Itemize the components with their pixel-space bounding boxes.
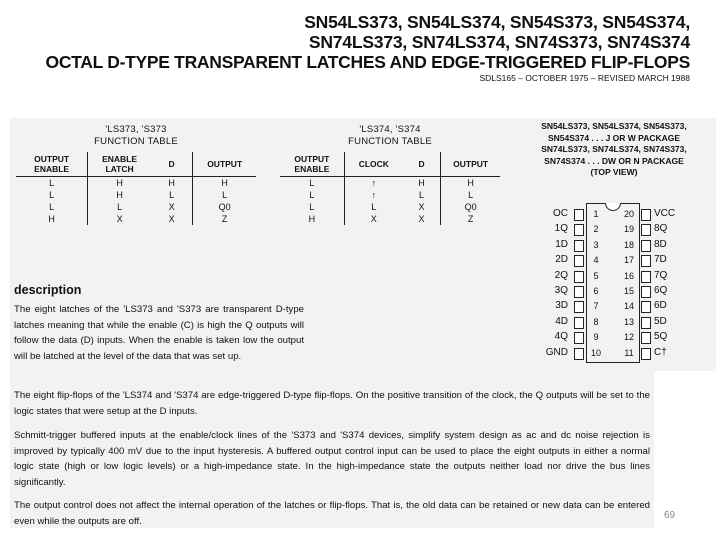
pin-number: 13 bbox=[623, 316, 634, 327]
pin-number: 5 bbox=[593, 270, 599, 281]
pin-label: 6D bbox=[654, 300, 667, 312]
table-cell: H bbox=[116, 178, 123, 188]
table-cell: L bbox=[280, 177, 344, 190]
pin-number: 4 bbox=[593, 255, 599, 266]
table-cell: ↑ bbox=[371, 178, 377, 188]
pin-label: C† bbox=[654, 346, 667, 358]
pin-lead bbox=[574, 286, 584, 298]
table-row bbox=[280, 189, 500, 201]
pin-lead bbox=[574, 348, 584, 360]
pin-number: 18 bbox=[623, 239, 634, 250]
table-cell: X bbox=[116, 214, 123, 224]
col-header-output-enable: OUTPUT ENABLE bbox=[280, 152, 344, 177]
pin-lead bbox=[574, 317, 584, 329]
table-cell: L bbox=[222, 190, 228, 200]
pin-lead bbox=[641, 348, 651, 360]
pin-lead bbox=[641, 301, 651, 313]
pin-lead bbox=[641, 240, 651, 252]
package-line-2: SN54S374 . . . J OR W PACKAGE bbox=[547, 132, 681, 143]
pin-label: GND bbox=[545, 346, 568, 358]
table-row bbox=[16, 189, 256, 201]
pin-label: 4D bbox=[555, 315, 568, 327]
function-table-373-title: 'LS373, 'S373 bbox=[105, 124, 167, 135]
pin-lead bbox=[641, 286, 651, 298]
function-table-374 bbox=[280, 124, 500, 225]
pin-number: 16 bbox=[623, 270, 634, 281]
col-header-output-enable: OUTPUT ENABLE bbox=[16, 152, 88, 177]
pin-label: 2D bbox=[555, 254, 568, 266]
pin-lead bbox=[574, 255, 584, 267]
table-row bbox=[16, 213, 256, 225]
table-cell: ↑ bbox=[371, 190, 377, 200]
pin-number: 1 bbox=[593, 209, 599, 219]
pin-number: 20 bbox=[623, 209, 634, 219]
table-cell: L bbox=[16, 177, 88, 190]
page-number: 69 bbox=[664, 510, 676, 521]
pin-label: 5D bbox=[654, 315, 667, 327]
description-paragraph-2: The eight flip-flops of the 'LS374 and 'S374 are edge-triggered D-type flip-flops. On the positive transition of the clock, the Q outputs will be set to the logic states that were setup at the D inputs. bbox=[14, 390, 650, 417]
package-header bbox=[511, 121, 717, 179]
function-table-373-subtitle: FUNCTION TABLE bbox=[94, 136, 178, 147]
pin-label: 2Q bbox=[554, 269, 568, 281]
table-cell: L bbox=[280, 189, 344, 201]
pin-label: 4Q bbox=[554, 331, 568, 343]
pin1-notch-icon bbox=[605, 203, 621, 211]
table-cell: H bbox=[16, 213, 88, 225]
pin-lead bbox=[641, 209, 651, 221]
package-line-4: SN74S374 . . . DW OR N PACKAGE bbox=[544, 155, 684, 166]
pin-number: 9 bbox=[593, 332, 599, 343]
pin-number: 10 bbox=[590, 347, 601, 358]
function-table-374-title: 'LS374, 'S374 bbox=[359, 124, 421, 135]
table-cell: X bbox=[370, 214, 377, 224]
pin-number: 2 bbox=[593, 224, 599, 235]
col-header-d: D bbox=[151, 152, 193, 177]
pin-number: 17 bbox=[623, 255, 634, 266]
table-cell: L bbox=[468, 190, 474, 200]
description-paragraph-1: The eight latches of the 'LS373 and 'S373 are transparent D-type latches meaning that while the enable (C) is high the Q outputs will follow the data (D) inputs. When the enable is taken low the output will be latched at the level of the data that was set up. bbox=[14, 304, 304, 362]
pin-lead bbox=[574, 240, 584, 252]
function-table-374-grid bbox=[280, 152, 500, 225]
table-row bbox=[280, 201, 500, 213]
pin-label: 7D bbox=[654, 254, 667, 266]
pin-number: 3 bbox=[593, 239, 599, 250]
pin-lead bbox=[641, 271, 651, 283]
table-cell: X bbox=[151, 213, 193, 225]
pin-lead bbox=[641, 332, 651, 344]
pin-label: VCC bbox=[654, 208, 676, 219]
table-cell: L bbox=[403, 189, 441, 201]
pin-number: 14 bbox=[623, 301, 634, 312]
pin-number: 12 bbox=[623, 332, 634, 343]
document-title bbox=[46, 12, 690, 84]
pin-number: 6 bbox=[593, 286, 599, 296]
pin-number: 7 bbox=[593, 301, 599, 312]
pin-lead bbox=[641, 255, 651, 267]
description-paragraph-4: The output control does not affect the internal operation of the latches or flip-flops. That is, the old data can be retained or new data can be entered even while the outputs are off. bbox=[14, 500, 650, 527]
table-cell: H bbox=[151, 177, 193, 190]
function-table-373-grid bbox=[16, 152, 256, 225]
table-cell: H bbox=[467, 178, 474, 188]
pin-label: 8Q bbox=[654, 223, 668, 235]
table-cell: Q0 bbox=[464, 202, 477, 212]
pin-label: 1Q bbox=[554, 223, 568, 235]
pin-label: 3Q bbox=[554, 285, 568, 296]
pin-label: 7Q bbox=[654, 269, 668, 281]
col-header-enable-latch: ENABLE LATCH bbox=[88, 152, 151, 177]
table-cell: L bbox=[151, 189, 193, 201]
pin-lead bbox=[574, 209, 584, 221]
table-row bbox=[16, 177, 256, 190]
pin-number: 8 bbox=[593, 316, 599, 327]
package-view-label: (TOP VIEW) bbox=[590, 167, 638, 177]
title-line-2: SN74LS373, SN74LS374, SN74S373, SN74S374 bbox=[308, 32, 690, 52]
package-line-1: SN54LS373, SN54LS374, SN54S373, bbox=[541, 121, 687, 131]
table-cell: H bbox=[280, 213, 344, 225]
pin-lead bbox=[574, 332, 584, 344]
document-revision: SDLS165 – OCTOBER 1975 – REVISED MARCH 1988 bbox=[479, 73, 690, 83]
pin-lead bbox=[574, 301, 584, 313]
table-row bbox=[280, 213, 500, 225]
package-line-3: SN74LS373, SN74LS374, SN74S373, bbox=[541, 144, 687, 154]
table-cell: L bbox=[16, 201, 88, 213]
pin-number: 19 bbox=[623, 224, 634, 235]
table-row bbox=[16, 201, 256, 213]
pin-label: 6Q bbox=[654, 285, 668, 296]
pin-lead bbox=[574, 271, 584, 283]
col-header-output: OUTPUT bbox=[441, 152, 500, 177]
table-cell: Z bbox=[467, 214, 474, 224]
pin-label: 3D bbox=[555, 300, 568, 312]
table-cell: H bbox=[116, 190, 123, 200]
pin-lead bbox=[641, 317, 651, 329]
table-cell: X bbox=[403, 213, 441, 225]
table-cell: L bbox=[117, 202, 123, 212]
table-cell: H bbox=[221, 178, 228, 188]
title-line-1: SN54LS373, SN54LS374, SN54S373, SN54S374, bbox=[304, 12, 690, 32]
col-header-clock: CLOCK bbox=[344, 152, 403, 177]
table-cell: X bbox=[403, 201, 441, 213]
col-header-d: D bbox=[403, 152, 441, 177]
table-cell: Q0 bbox=[218, 202, 231, 212]
table-row bbox=[280, 177, 500, 190]
pin-label: 5Q bbox=[654, 331, 668, 343]
pin-number: 15 bbox=[623, 286, 634, 296]
table-cell: L bbox=[280, 201, 344, 213]
section-heading-description: description bbox=[14, 283, 82, 297]
table-cell: Z bbox=[221, 214, 228, 224]
pin-label: 8D bbox=[654, 238, 667, 250]
function-table-374-subtitle: FUNCTION TABLE bbox=[348, 136, 432, 147]
function-table-373 bbox=[16, 124, 256, 225]
title-line-3: OCTAL D-TYPE TRANSPARENT LATCHES AND EDGE-TRIGGERED FLIP-FLOPS bbox=[45, 52, 690, 72]
pin-label: OC bbox=[553, 208, 568, 219]
description-paragraph-3: Schmitt-trigger buffered inputs at the enable/clock lines of the 'S373 and 'S374 devices, simplify system design as ac and dc noise rejection is improved by typically 400 mV due to the input hysteresis. A buffered output control input can be used to place the eight outputs in either a normal logic state (high or low logic levels) or a high-impedance state. In the high-impedance state the outputs neither load nor drive the bus lines significantly. bbox=[14, 430, 650, 488]
table-cell: X bbox=[151, 201, 193, 213]
table-cell: H bbox=[403, 177, 441, 190]
table-cell: L bbox=[16, 189, 88, 201]
pin-lead bbox=[574, 224, 584, 236]
pin-label: 1D bbox=[555, 238, 568, 250]
pin-number: 11 bbox=[624, 347, 634, 358]
pin-lead bbox=[641, 224, 651, 236]
col-header-output: OUTPUT bbox=[193, 152, 256, 177]
table-cell: L bbox=[371, 202, 377, 212]
